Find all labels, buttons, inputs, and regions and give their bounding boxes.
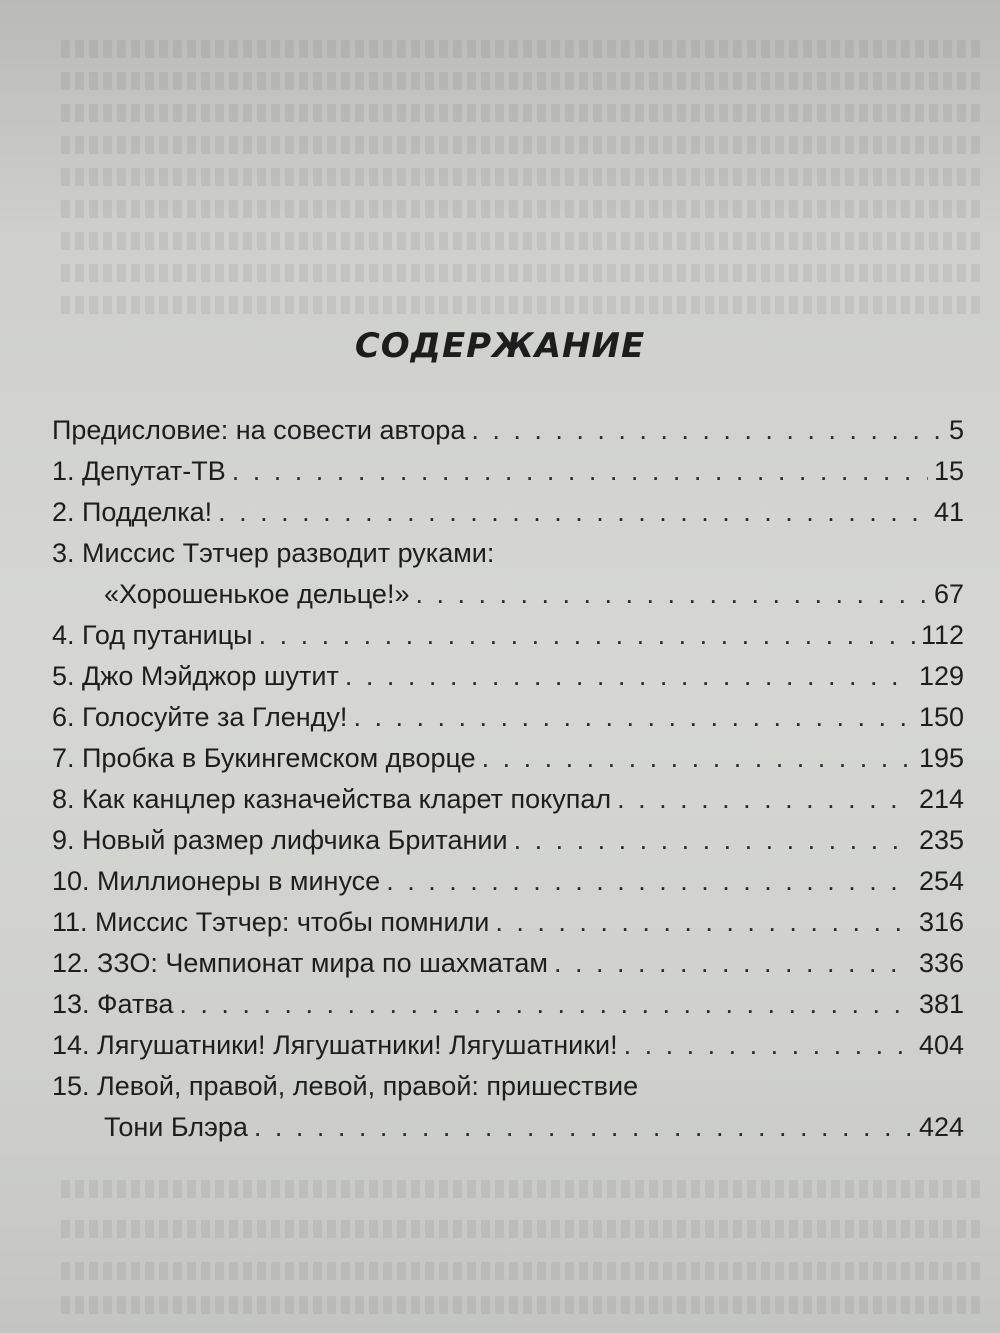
bleed-through-texture [60,72,980,90]
toc-entry-page: 15 [933,456,964,486]
dot-leader [495,902,913,943]
toc-entry [52,1025,964,1066]
bleed-through-texture [60,1180,980,1198]
toc-entry [52,410,964,451]
page-title: СОДЕРЖАНИЕ [354,326,646,366]
bleed-through-texture [60,232,980,250]
dot-leader [624,1025,913,1066]
toc-entry [52,656,964,697]
dot-leader [482,738,913,779]
toc-entry-title: 4. Год путаницы [52,620,253,650]
toc-entry-title: 10. Миллионеры в минусе [52,866,381,896]
toc-entry-page: 381 [918,989,964,1019]
toc-entry-page: 214 [918,784,964,814]
bleed-through-texture [60,200,980,218]
toc-entry-title: Предисловие: на совести автора [52,415,466,445]
toc-entry-page: 129 [918,661,964,691]
bleed-through-texture [60,1262,980,1280]
toc-entry-title: 1. Депутат-ТВ [52,456,226,486]
toc-entry-page: 254 [918,866,964,896]
dot-leader [514,820,913,861]
dot-leader [259,615,915,656]
toc-entry [52,615,964,656]
toc-entry [52,533,964,615]
toc-entry [52,861,964,902]
table-of-contents [52,410,964,1148]
toc-entry-title: 12. ЗЗО: Чемпионат мира по шахматам [52,948,548,978]
toc-entry-title: 7. Пробка в Букингемском дворце [52,743,476,773]
toc-entry-title: 5. Джо Мэйджор шутит [52,661,339,691]
toc-entry-title: 3. Миссис Тэтчер разводит руками: [52,538,495,568]
toc-entry-title: 15. Левой, правой, левой, правой: пришествие [52,1071,639,1101]
bleed-through-texture [60,168,980,186]
toc-entry-title: 11. Миссис Тэтчер: чтобы помнили [52,907,490,937]
toc-entry-title: 8. Как канцлер казначейства кларет покупал [52,784,612,814]
bleed-through-texture [60,1296,980,1314]
toc-entry-page: 424 [918,1112,964,1142]
bleed-through-texture [60,104,980,122]
dot-leader [353,697,913,738]
dot-leader [179,984,913,1025]
toc-entry [52,902,964,943]
toc-entry [52,984,964,1025]
dot-leader [386,861,913,902]
dot-leader [218,492,928,533]
toc-entry-page: 5 [948,415,964,445]
toc-entry [52,820,964,861]
dot-leader [617,779,913,820]
bleed-through-texture [60,40,980,58]
toc-entry-page: 404 [918,1030,964,1060]
toc-entry-page: 67 [933,579,964,609]
dot-leader [345,656,913,697]
toc-entry-page: 41 [933,497,964,527]
dot-leader [554,943,913,984]
toc-entry-page: 235 [918,825,964,855]
toc-entry-page: 195 [918,743,964,773]
toc-entry [52,697,964,738]
toc-entry-title-continuation: «Хорошенькое дельце!» [104,579,410,609]
toc-entry-title: 6. Голосуйте за Гленду! [52,702,348,732]
bleed-through-texture [60,296,980,314]
toc-entry-page: 336 [918,948,964,978]
toc-entry-page: 150 [918,702,964,732]
dot-leader [415,574,927,615]
toc-entry-title: 14. Лягушатники! Лягушатники! Лягушатники! [52,1030,618,1060]
dot-leader [232,451,928,492]
toc-entry [52,1066,964,1148]
bleed-through-texture [60,136,980,154]
toc-entry-title: 9. Новый размер лифчика Британии [52,825,508,855]
toc-entry-page: 316 [918,907,964,937]
toc-entry [52,451,964,492]
toc-entry-title: 13. Фатва [52,989,174,1019]
toc-entry [52,943,964,984]
toc-entry [52,738,964,779]
bleed-through-texture [60,264,980,282]
dot-leader [254,1107,913,1148]
toc-entry-title-continuation: Тони Блэра [104,1112,248,1142]
toc-entry [52,779,964,820]
toc-entry [52,492,964,533]
dot-leader [471,410,943,451]
bleed-through-texture [60,1220,980,1238]
toc-entry-page: 112 [920,620,964,650]
toc-entry-title: 2. Подделка! [52,497,213,527]
